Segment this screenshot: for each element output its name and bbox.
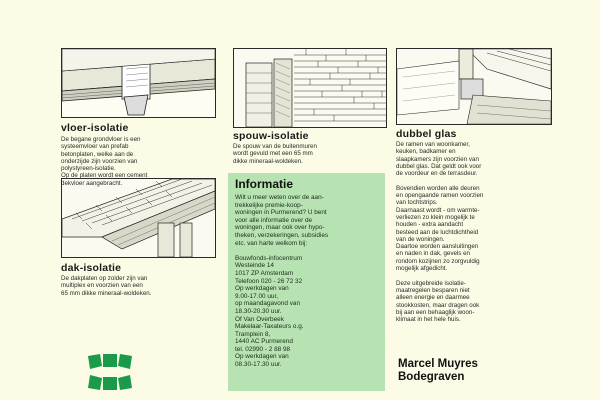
- text-line: Wilt u meer weten over de aan-: [235, 194, 324, 201]
- text-line: Bovendien worden alle deuren: [396, 184, 480, 192]
- text-line: De dakplaten op zolder zijn van: [61, 275, 148, 282]
- text-line: dubbel glas. Dat geldt ook voor: [396, 162, 482, 170]
- text-line: dikke mineraal-woldeken.: [233, 157, 303, 165]
- text-line: wordt gevuld met een 65 mm: [233, 150, 313, 158]
- company-name-line1: Marcel Muyres: [398, 358, 478, 370]
- text-line: 1440 AC Purmerend: [235, 338, 293, 346]
- text-line: en naden in dak, gevels en: [396, 250, 470, 258]
- text-line: Op werkdagen van: [235, 285, 289, 293]
- text-line: 18.30-20.30 uur.: [235, 307, 282, 315]
- text-line: houden - extra aandacht: [396, 221, 464, 229]
- text-line: van de woningen.: [396, 235, 445, 243]
- text-line: stookkosten, maar dragen ook: [396, 301, 480, 309]
- text-line: maatregelen besparen niet: [396, 286, 470, 294]
- green-square-blocks-logo-icon: [88, 354, 132, 390]
- vloer-isolatie-illustration: [61, 48, 216, 118]
- informatie-text: [235, 194, 328, 369]
- company-name-line2: Bodegraven: [398, 371, 465, 383]
- text-line: 65 mm dikke mineraal-woldeken.: [61, 289, 152, 297]
- text-line: Bouwfonds-infocentrum: [235, 254, 303, 262]
- text-line: dekvloer aangebracht.: [61, 179, 123, 187]
- spouw-isolatie-text: [233, 143, 317, 165]
- dak-isolatie-title: dak-isolatie: [61, 262, 122, 274]
- text-line: klimaat in het hele huis.: [396, 316, 461, 324]
- text-line: woningen, maar ook over hypo-: [235, 224, 325, 232]
- text-line: voor alle informatie over de: [235, 216, 313, 224]
- text-line: etc. van harte welkom bij:: [235, 239, 308, 247]
- text-line: trekkelijke premie-koop-: [235, 201, 303, 209]
- text-line: Deze uitgebreide isolatie-: [396, 279, 466, 287]
- dubbel-glas-title: dubbel glas: [396, 128, 457, 140]
- vloer-isolatie-title: vloer-isolatie: [61, 122, 129, 134]
- text-line: De ramen van woonkamer,: [396, 141, 470, 148]
- text-line: multiplex en voorzien van een: [61, 282, 143, 290]
- text-line: bij aan een behaaglijk woon-: [396, 308, 475, 316]
- spouw-isolatie-title: spouw-isolatie: [233, 130, 309, 142]
- text-line: 9.00-17.00 uur,: [235, 292, 278, 300]
- text-line: Op de platen wordt een cement: [61, 172, 148, 180]
- text-line: [396, 272, 483, 279]
- text-line: De begane grondvloer is een: [61, 136, 141, 143]
- text-line: Westeinde 14: [235, 262, 274, 270]
- text-line: Tramplein 8,: [235, 330, 271, 338]
- text-line: Daarnaast wordt - om warmte-: [396, 206, 480, 214]
- text-line: woningen in Purmerend? U bent: [235, 209, 327, 217]
- spouw-isolatie-illustration: [233, 48, 387, 128]
- text-line: betonplaten, welke aan de: [61, 150, 134, 158]
- dubbel-glas-illustration: [396, 48, 552, 125]
- vloer-isolatie-text: [61, 136, 147, 187]
- text-line: 1017 ZP Amsterdam: [235, 269, 294, 277]
- dubbel-glas-text: [396, 141, 483, 323]
- text-line: Daartoe worden aansluitingen: [396, 243, 479, 251]
- dak-isolatie-text: [61, 275, 151, 297]
- text-line: besteed aan de luchtdichtheid: [396, 228, 479, 236]
- text-line: De spouw van de buitenmuren: [233, 143, 317, 150]
- dak-isolatie-illustration: [61, 178, 216, 258]
- text-line: rondom kozijnen zo zorgvuldig: [396, 257, 480, 265]
- text-line: keuken, badkamer en: [396, 148, 456, 156]
- text-line: slaapkamers zijn voorzien van: [396, 155, 479, 163]
- text-line: 08.30-17.30 uur.: [235, 361, 282, 369]
- text-line: Of Van Overbeek: [235, 315, 284, 323]
- text-line: de voordeur en de terrasdeur.: [396, 170, 478, 178]
- text-line: mogelijk afgedicht.: [396, 265, 448, 273]
- text-line: onderzijde zijn voorzien van: [61, 157, 138, 165]
- informatie-box: [228, 173, 385, 391]
- text-line: [235, 247, 328, 255]
- text-line: tel. 02990 - 2 88 98: [235, 345, 291, 353]
- informatie-title: Informatie: [235, 177, 294, 191]
- text-line: Makelaar-Taxateurs o.g.: [235, 323, 304, 331]
- text-line: van tochtstrips.: [396, 199, 438, 207]
- text-line: Telefoon 020 - 26 72 32: [235, 277, 303, 285]
- text-line: en opengaande ramen voorzien: [396, 192, 484, 200]
- text-line: polystyreen-isolatie.: [61, 165, 116, 173]
- text-line: systeemvloer van prefab: [61, 143, 129, 151]
- text-line: Op werkdagen van: [235, 353, 289, 361]
- text-line: verliezen zo klein mogelijk te: [396, 213, 475, 221]
- company-name: [398, 358, 478, 384]
- text-line: [396, 177, 483, 184]
- text-line: op maandagavond van: [235, 300, 301, 308]
- text-line: theken, verzekeringen, subsidies: [235, 231, 329, 239]
- text-line: alleen energie en daarmee: [396, 294, 470, 302]
